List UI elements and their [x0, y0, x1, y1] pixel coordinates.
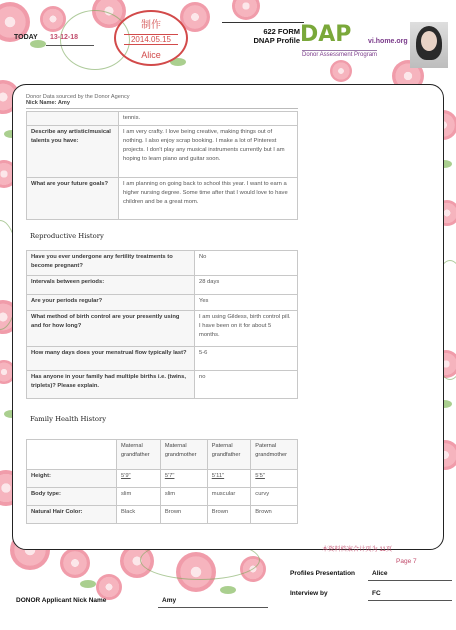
value-cell: Brown	[160, 506, 207, 524]
today-underline	[46, 45, 94, 46]
column-header: Maternal grandmother	[160, 440, 207, 470]
page-count-note: 本资料档案合计页为 11页	[322, 546, 393, 553]
question-cell: What method of birth control are your presently using and for how long?	[27, 311, 195, 347]
question-cell	[27, 112, 119, 126]
question-cell: What are your future goals?	[27, 178, 119, 220]
value-cell: Black	[117, 506, 161, 524]
table-row	[27, 295, 298, 311]
stamp-date: 2014.05.15	[124, 34, 178, 45]
question-cell: Describe any artistic/musical talents you have:	[27, 126, 119, 178]
value-cell: 5'11"	[207, 470, 251, 488]
table-row	[27, 126, 298, 178]
table-header-row	[27, 440, 298, 470]
form-name: DNAP Profile	[253, 36, 300, 45]
nick-line: Nick Name: Amy	[26, 100, 70, 106]
answer-cell: I am using Gildess, birth control pill. I have been on it for about 5 months.	[195, 311, 298, 347]
question-cell: Has anyone in your family had multiple births i.e. (twins, triplets)? Please explain.	[27, 371, 195, 399]
today-label: TODAY	[14, 34, 38, 41]
table-row	[27, 347, 298, 371]
family-history-title: Family Health History	[30, 415, 107, 423]
answer-cell: 28 days	[195, 276, 298, 295]
value-cell: 5'7"	[160, 470, 207, 488]
presentation-label: Profiles Presentation	[290, 570, 356, 577]
logo-main: DAP	[300, 22, 352, 47]
reproductive-table	[26, 250, 298, 399]
interview-value: FC	[372, 590, 381, 597]
value-cell: 5'9"	[117, 470, 161, 488]
profile-table	[26, 111, 298, 220]
dap-logo	[300, 22, 408, 62]
form-id-box	[222, 22, 304, 52]
question-cell: Body type:	[27, 488, 117, 506]
form-code: 622 FORM	[263, 27, 300, 36]
question-cell: Have you ever undergone any fertility treatments to become pregnant?	[27, 251, 195, 276]
stamp-bottom: Alice	[141, 50, 161, 60]
presentation-underline	[368, 580, 452, 581]
logo-subtitle: Donor Assessment Program	[302, 52, 378, 58]
column-header: Paternal grandfather	[207, 440, 251, 470]
source-line: Donor Data sourced by the Donor Agency	[26, 94, 130, 100]
value-cell: slim	[160, 488, 207, 506]
answer-cell: I am very crafty. I love being creative, making things out of nothing. I also enjoy scrap booking. I make a lot of Pinterest projects. I don't play any musical instruments currently but I am hoping to learn piano and guitar soon.	[119, 126, 298, 178]
question-cell: How many days does your menstrual flow typically last?	[27, 347, 195, 371]
interview-label: Interview by	[290, 590, 328, 597]
table-row	[27, 178, 298, 220]
column-header: Paternal grandmother	[251, 440, 298, 470]
applicant-label: DONOR Applicant Nick Name	[16, 597, 107, 604]
value-cell: 5'5"	[251, 470, 298, 488]
donor-document	[26, 94, 298, 524]
stamp-top: 制作	[141, 20, 161, 31]
question-cell: Intervals between periods:	[27, 276, 195, 295]
page-header	[0, 0, 456, 72]
answer-cell: 5-6	[195, 347, 298, 371]
question-cell: Are your periods regular?	[27, 295, 195, 311]
table-row	[27, 276, 298, 295]
table-row	[27, 371, 298, 399]
production-stamp	[114, 10, 188, 66]
value-cell: curvy	[251, 488, 298, 506]
presentation-value: Alice	[372, 570, 388, 577]
table-row	[27, 488, 298, 506]
answer-cell: I am planning on going back to school this year. I want to earn a higher nursing degree. Some time after that I would love to have children and be a great mom.	[119, 178, 298, 220]
table-row	[27, 470, 298, 488]
table-row	[27, 506, 298, 524]
reproductive-history-title: Reproductive History	[30, 232, 104, 240]
logo-domain: vi.home.org	[368, 38, 408, 45]
today-date: 13-12-18	[50, 34, 79, 41]
table-row	[27, 311, 298, 347]
value-cell: Brown	[251, 506, 298, 524]
column-header: Maternal grandfather	[117, 440, 161, 470]
table-row	[27, 251, 298, 276]
value-cell: Brown	[207, 506, 251, 524]
page-number: Page 7	[396, 558, 417, 565]
document-head	[26, 94, 298, 109]
family-table	[26, 439, 298, 524]
question-cell: Natural Hair Color:	[27, 506, 117, 524]
interview-underline	[368, 600, 452, 601]
value-cell: muscular	[207, 488, 251, 506]
answer-cell: tennis.	[119, 112, 298, 126]
value-cell: slim	[117, 488, 161, 506]
answer-cell: No	[195, 251, 298, 276]
applicant-underline	[158, 607, 268, 608]
answer-cell: Yes	[195, 295, 298, 311]
answer-cell: no	[195, 371, 298, 399]
empty-header-cell	[27, 440, 117, 470]
table-row	[27, 112, 298, 126]
avatar	[410, 22, 448, 68]
question-cell: Height:	[27, 470, 117, 488]
applicant-value: Amy	[162, 597, 177, 604]
